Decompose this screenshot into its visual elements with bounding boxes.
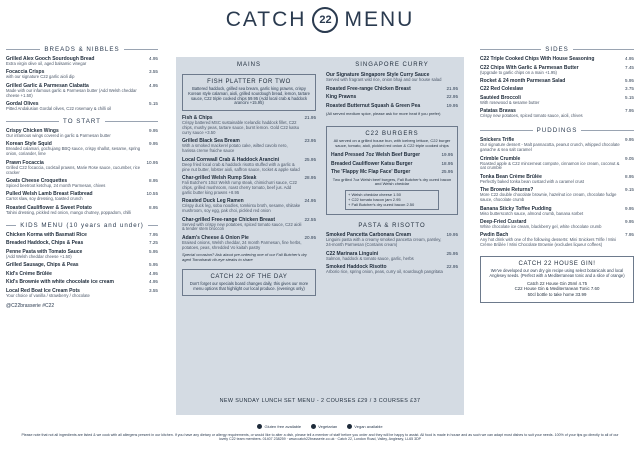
menu-item-desc: Crispy new potatoes, spiced tomato sauce, aioli, chives (480, 113, 583, 119)
menu-item (6, 128, 158, 139)
menu-item-price: 4.95 (149, 270, 158, 276)
menu-item (182, 138, 316, 154)
legend-vegan: Vegan available (347, 424, 382, 429)
menu-item-price: 9.95 (149, 141, 158, 147)
menu-item-name: King Prawns (326, 94, 357, 101)
menu-item-name: Char-grilled Free-range Chicken Breast (182, 216, 276, 223)
menu-item-price: 7.25 (149, 240, 158, 246)
menu-item-desc: Our signature dessert - Malt pannacotta, peanut crunch, whipped chocolate ganache & sea salt caramel (480, 142, 620, 153)
menu-item (6, 56, 158, 67)
to-start-list (6, 128, 158, 216)
menu-item-name: Smoked Haddock Risotto (326, 264, 387, 271)
menu-item-name: Grilled Alex Gooch Sourdough Bread (6, 56, 95, 62)
menu-item (331, 161, 453, 167)
menu-item (6, 249, 158, 260)
catch22-of-the-day-desc: Don't forget our specials board changes daily, this gives our more menu options that highlight our local produce. (evenings only) (189, 280, 309, 291)
menu-item (480, 56, 634, 62)
menu-item (326, 264, 458, 275)
special-occasion-note: Special occasion? Ask about pre-ordering one of our Fali Butcher's dry aged Tomahawk rib-eye steaks to share (182, 252, 307, 262)
menu-item (480, 156, 634, 172)
menu-item (480, 232, 634, 248)
menu-item-price: 5.15 (625, 94, 634, 100)
menu-item-name: C22 Chips With Garlic & Parmesan Butter (480, 64, 579, 71)
menu-header (0, 0, 640, 40)
menu-item-price: 3.55 (149, 69, 158, 75)
breads-section-title: BREADS & NIBBLES (44, 46, 120, 53)
addon-bacon-jam: + C22 tomato bacon jam 2.95 (348, 196, 401, 202)
menu-item-price: 9.95 (149, 128, 158, 134)
menu-item-desc: Roasted apple & C22 mincemeat compote, cinnamon ice cream, coconut & oat crumble (480, 160, 620, 171)
menu-item-price: 21.95 (446, 85, 458, 91)
menu-item (326, 94, 458, 100)
menu-item-name: The Brownie Returns? (480, 187, 534, 194)
sides-section-title: SIDES (545, 46, 569, 53)
menu-item-name: Goats Cheese Croquettes (6, 178, 68, 185)
menu-item (480, 187, 634, 203)
gin-line-1: Catch 22 House Gin 25ml 4.75 (526, 280, 588, 286)
menu-item-name: Char-grilled Welsh Rump Steak (182, 175, 257, 182)
menu-item-price: 21.95 (304, 115, 316, 121)
menu-item-name: Grilled Garlic & Parmesan Ciabatta (6, 82, 89, 89)
menu-item (326, 232, 458, 248)
menu-item-name: Chicken Korma with Basmati Rice (6, 231, 87, 238)
menu-item-name: Pwdin Bach (480, 232, 509, 239)
menu-item-name: The 'Flappy Mc Flap Face' Burger (331, 169, 411, 175)
menu-item-desc: Any hot drink with one of the following desserts: Mini Snickers Trifle / Mini Crème Brûlée / Mini Chocolate Brownie (excludes liqueur coffees) (480, 237, 616, 248)
menu-item (6, 178, 158, 189)
burger-addons-box (345, 190, 439, 210)
singapore-list (326, 86, 458, 109)
menu-item-name: Penne Pasta with Tomato Sauce (6, 248, 83, 255)
vegan-icon (347, 424, 352, 429)
menu-item (6, 83, 158, 99)
menu-item-name: Snickers Trifle (480, 137, 515, 144)
menu-item-name: Local Red Boat Ice Cream Pots (6, 287, 80, 294)
legend-vegetarian: Vegetarian (311, 424, 337, 429)
menu-item-price: 9.05 (625, 155, 634, 161)
right-column (480, 46, 634, 303)
pasta-list (326, 232, 458, 275)
menu-item-name: Prawn Focaccia (6, 159, 44, 166)
menu-item-name: C22 Red Coleslaw (480, 86, 524, 93)
menu-item-name: Patatas Bravas (480, 108, 516, 115)
singapore-intro-desc: Served with fragrant wild rice, onion bhaji and our house salad (326, 77, 442, 82)
fish-platter-title: FISH PLATTER FOR TWO (207, 79, 291, 85)
pasta-title: PASTA & RISOTTO (358, 223, 426, 230)
menu-item (480, 86, 634, 92)
breads-list (6, 56, 158, 112)
left-column (6, 46, 158, 309)
singapore-curry-intro (326, 72, 458, 83)
sides-list (480, 56, 634, 119)
menu-item (6, 262, 158, 268)
menu-item-price: 10.55 (146, 191, 158, 197)
menu-item-name: Banana Sticky Toffee Pudding (480, 205, 552, 212)
menu-item-price: 25.95 (446, 250, 458, 256)
menu-item-price: 19.95 (441, 152, 453, 157)
puddings-section-title: PUDDINGS (536, 127, 578, 135)
menu-item-name: Grilled Sausage, Chips & Peas (6, 262, 79, 269)
menu-item-desc: Our infamous wings covered in garlic & Parmesan butter (6, 133, 111, 139)
menu-item-price: 9.95 (625, 205, 634, 211)
mains-title: MAINS (236, 62, 261, 68)
menu-item-desc: Deep fried local crab & haddock risotto stuffed with a garlic & pine nut butter, lobster aioli, saffron sauce, rocket & apple salad (182, 161, 300, 172)
menu-item-desc: Served with crispy new potatoes, spiced tomato sauce, C22 aioli & tender stem broccoli (182, 221, 302, 232)
menu-item-desc: Perfectly baked tonka bean custard with a caramel crust (480, 178, 585, 184)
menu-item-desc: Braised onions, Welsh cheddar, 24 month Parmesan, fine herbs, potatoes, peas, shredded Vo kaitah pastry (182, 239, 302, 250)
menu-item (6, 232, 158, 238)
menu-item-price: 5.95 (149, 248, 158, 254)
header-menu-word: MENU (344, 8, 415, 31)
menu-item-price: 8.95 (625, 173, 634, 179)
social-handle: @C22brasserie #C22 (6, 302, 55, 309)
legend-gluten-free: Gluten free available (257, 424, 301, 429)
curry-burger-pasta-column (326, 62, 458, 278)
menu-item (182, 235, 316, 251)
header-catch-word: CATCH (225, 8, 307, 31)
menu-item-desc: With a smoked mackerel potato cake, wilted cavolo nero, harissa creme fraiche sauce (182, 143, 288, 154)
menu-item (480, 78, 634, 84)
house-gin-desc: We've developed our own dry gin recipe using select botanicals and local Anglesey seeds. (Perfect with a Mediterranean tonic and a slice of orange) (489, 268, 625, 278)
burgers-intro: All served on a grilled house bun, with iceberg lettuce, C22 burger sauce, tomato, aioli, pickled red onion & C22 triple cooked chips (333, 138, 451, 149)
menu-item-price: 28.95 (304, 175, 316, 181)
menu-item-name: Hand Pressed 7oz Welsh Beef Burger (331, 152, 421, 158)
menu-item (182, 175, 316, 196)
burgers-list (331, 152, 453, 175)
menu-item-price: 19.95 (446, 102, 458, 108)
menu-item-name: Breaded Cauliflower Katsu Burger (331, 160, 413, 167)
menu-item-name: Tonka Bean Crème Brûlée (480, 173, 542, 180)
menu-item-price: 7.95 (625, 232, 634, 238)
menu-item-price: 20.95 (304, 234, 316, 240)
flappy-burger-desc: Two grilled 7oz Welsh beef burgers, Fali Butcher's dry cured bacon and Welsh cheddar (332, 176, 452, 187)
to-start-section-title: TO START (63, 118, 101, 126)
menu-item-price: 9.95 (625, 137, 634, 143)
menu-item-desc: Breaded calamari, gochujang BBQ sauce, crispy shallot, sesame, spring onion, coriander, lime (6, 146, 141, 157)
menu-item-desc: with our signature C22 garlic aioli dip (6, 74, 75, 80)
menu-item-price: 4.95 (149, 56, 158, 61)
menu-item-name: Roasted Butternut Squash & Green Pea (326, 102, 421, 109)
menu-item (326, 251, 458, 262)
menu-item-name: C22 Marinara Linguini (326, 250, 379, 257)
singapore-intro-name: Our Signature Singapore Style Curry Sauce (326, 72, 430, 78)
menu-item-desc: More C22 double chocolate brownie, hazelnut ice cream, chocolate fudge sauce, chocolate crumb (480, 192, 617, 203)
menu-item-name: Gordal Olives (6, 101, 39, 108)
menu-item (480, 108, 634, 119)
menu-item-name: C22 Triple Cooked Chips With House Seasoning (480, 56, 595, 62)
menu-item-price: 7.95 (625, 108, 634, 114)
menu-item-name: Sautéed Broccoli (480, 94, 521, 101)
menu-item (6, 279, 158, 285)
menu-item-price: 7.45 (625, 64, 634, 70)
menu-item (480, 219, 634, 230)
menu-item-desc: (Add Welsh cheddar cheese +1.50) (6, 253, 72, 259)
menu-item (480, 137, 634, 153)
menu-item-price: 5.95 (149, 262, 158, 268)
menu-item (480, 206, 634, 217)
singapore-curry-title: SINGAPORE CURRY (355, 62, 429, 68)
menu-item (6, 69, 158, 80)
singapore-spice-note: (All served medium spice, please ask for more heat if you prefer) (326, 111, 441, 117)
gin-line-2: C22 House Gin & Mediterranean Tonic 7.60 (514, 286, 600, 292)
menu-item-name: Adam's Cheese & Onion Pie (182, 234, 249, 241)
puddings-list (480, 137, 634, 248)
menu-item (6, 240, 158, 246)
kids-section-title: KIDS MENU (10 years and under) (20, 221, 144, 229)
addon-cheddar: + Welsh cheddar cheese 1.50 (348, 192, 401, 198)
sunday-lunch-banner: NEW SUNDAY LUNCH SET MENU - 2 COURSES £29 / 3 COURSES £37 (219, 398, 421, 404)
menu-item-price: 22.95 (446, 94, 458, 100)
menu-item-desc: Pitted Andalusian Gordal olives, C22 rosemary & chilli oil (6, 106, 112, 112)
catch22-of-the-day-title: CATCH 22 OF THE DAY (210, 273, 288, 280)
menu-item-desc: Made with our infamous garlic & Parmesan butter (Add Welsh cheddar cheese +1.50) (6, 87, 137, 98)
menu-item (326, 86, 458, 92)
burgers-box (326, 126, 458, 215)
menu-item-desc: Arborio rice, spring onion, peas, curry oil, sourdough pangritata (326, 269, 443, 275)
menu-item-price: 25.95 (441, 169, 453, 174)
house-gin-title: CATCH 22 HOUSE GIN! (518, 261, 596, 268)
menu-item-name: Roasted Duck Leg Ramen (182, 198, 244, 205)
menu-item-price: 9.95 (625, 218, 634, 224)
dietary-legend (0, 424, 640, 429)
menu-item-price: 22.55 (304, 216, 316, 222)
menu-item-price: 19.95 (446, 232, 458, 238)
mains-column (182, 62, 316, 296)
menu-item-name: Breaded Haddock, Chips & Peas (6, 240, 84, 247)
menu-item (6, 205, 158, 216)
menu-item-desc: Your choice of vanilla / strawberry / chocolate (6, 292, 90, 298)
menu-item-name: Crispy Chicken Wings (6, 128, 59, 135)
menu-item-desc: White chocolate ice cream, blackberry gel, white chocolate crumb (480, 223, 602, 229)
menu-item-desc: Salmon, haddock & tomato sauce, garlic, herbs (326, 255, 414, 261)
mains-list (182, 115, 316, 251)
menu-item-price: 8.95 (149, 204, 158, 210)
menu-item (182, 217, 316, 233)
menu-item-price: 4.95 (625, 56, 634, 61)
menu-item (6, 191, 158, 202)
menu-item-price: 24.95 (304, 198, 316, 204)
vegetarian-icon (311, 424, 316, 429)
menu-item-price: 22.95 (446, 264, 458, 270)
menu-item (480, 65, 634, 76)
menu-item-desc: Grilled C22 focaccia, cocktail prawns, Marie Rose sauce, cucumber, rice cracker (6, 164, 141, 175)
menu-item-name: Roasted Free-range Chicken Breast (326, 85, 411, 92)
menu-item (6, 271, 158, 277)
menu-item-desc: Crispy duck leg, soba noodles, tomkintu broth, sesame, shiitake mushroom, soy egg, pak choi, pickled red onion (182, 203, 301, 214)
menu-item-name: Kid's Brownie with white chocolate ice cream (6, 279, 114, 286)
menu-item (326, 103, 458, 109)
menu-item-desc: Tahini dressing, pickled red onion, mango chutney, poppadom, chilli (6, 209, 132, 215)
catch22-logo-icon: 22 (312, 7, 338, 33)
menu-item-price: 7.95 (149, 231, 158, 237)
menu-item-desc: (Upgrade to garlic chips on a main +1.95) (480, 69, 557, 75)
menu-item-price: 18.95 (441, 160, 453, 166)
menu-item-name: Kid's Crème Brûlée (6, 270, 52, 277)
kids-list (6, 232, 158, 299)
menu-item-price: 23.95 (304, 138, 316, 144)
menu-item-name: Pulled Welsh Lamb Breast Flatbread (6, 191, 93, 198)
menu-item-price: 8.95 (149, 178, 158, 184)
menu-item-desc: Carrot slaw, soy dressing, toasted crunch (6, 196, 83, 202)
fish-platter-box (182, 74, 316, 111)
menu-item-price: 5.15 (149, 101, 158, 107)
menu-item-name: Fish & Chips (182, 115, 213, 122)
menu-item-desc: Crispy battered MSC sustainable Icelandic haddock fillet, C22 chips, mushy peas, tartare sauce, burnt lemon. Gold C22 katsu curry sauce +3.50 (182, 120, 300, 135)
menu-item (6, 141, 158, 157)
menu-item (331, 152, 453, 158)
catch22-of-the-day-box (182, 269, 316, 297)
burgers-title: C22 BURGERS (365, 131, 419, 138)
allergen-footer: Please note that not all ingredients are listed & we cook with all allergens present in our kitchen. If you have any dietary or allergy requirements, or would like to alter a dish, please tell a member of staff before you order and they will be happy to assist. All food is made in house and as such we can adapt most dishes to suit your needs. 100% of your tips go directly to all of our lovely C22 team members. 01407 238259 · www.catch22brasserie.co.uk · Catch 22, London Road, Valley, Anglesey, LL65 3DP (21, 433, 619, 442)
menu-item-desc: Spiced beetroot ketchup, 24 month Parmesan, chives (6, 183, 106, 189)
menu-item-desc: Extra virgin olive oil, aged balsamic vinegar (6, 61, 87, 66)
menu-item (331, 169, 453, 175)
menu-item-name: Smoked Pancetta Carbonara Cream (326, 232, 412, 239)
menu-item-price: 5.95 (625, 77, 634, 83)
menu-item-name: Grilled Black Sea Bream (182, 138, 240, 145)
menu-item-desc: Linguini pasta with a creamy smoked pancetta cream, parsley, 24-month Parmesan (Contains cream) (326, 237, 442, 248)
menu-item-name: Deep-Fried Custard (480, 218, 527, 225)
menu-item-price: 4.95 (149, 279, 158, 285)
menu-item-price: 3.55 (149, 287, 158, 293)
gin-line-3: 50cl bottle to take home 33.99 (527, 291, 587, 297)
menu-item-name: Rocket & 24 month Parmesan Salad (480, 77, 566, 84)
menu-item (6, 160, 158, 176)
menu-item (480, 95, 634, 106)
menu-item-price: 3.75 (625, 86, 634, 92)
menu-item (480, 174, 634, 185)
addon-bacon: + Fali Butcher's dry cured bacon 2.50 (348, 201, 415, 207)
menu-item-price: 25.95 (304, 156, 316, 162)
menu-item-desc: With rosewood & sesame butter (480, 99, 540, 105)
menu-item (182, 115, 316, 136)
menu-item (182, 198, 316, 214)
house-gin-box (480, 256, 634, 302)
menu-item (6, 288, 158, 299)
menu-item-name: Korean Style Squid (6, 141, 52, 148)
gluten-free-icon (257, 424, 262, 429)
menu-item-name: Crimble Crumble (480, 155, 521, 162)
fish-platter-desc: Battered haddock, grilled sea bream, garlic king prawns, crispy Korean style calamari, aioli, grilled sourdough bread, lemon, tartare sauce, C22 triple cooked chips 59.95 (Add local crab & haddock arancini +15.95) (188, 86, 310, 106)
menu-item-price: 4.95 (149, 82, 158, 88)
menu-item-price: 9.15 (625, 187, 634, 193)
menu-item-desc: Miso butterscotch sauce, almond crumb, banana sorbet (480, 210, 584, 216)
menu-item-name: Roasted Cauliflower & Sweet Potato (6, 204, 92, 211)
menu-item (6, 101, 158, 112)
menu-item-name: Focaccia Crisps (6, 69, 45, 76)
menu-item-name: Local Cornwall Crab & Haddock Arancini (182, 156, 280, 163)
menu-item-desc: Fali Butcher's 10oz Welsh rump steak, chimichurri sauce, C22 chips, grilled mushroom, roast cherry tomato, beef jus. Add garlic butter king prawns +8.95 (182, 180, 297, 195)
menu-item (182, 157, 316, 173)
menu-item-price: 10.95 (146, 159, 158, 165)
